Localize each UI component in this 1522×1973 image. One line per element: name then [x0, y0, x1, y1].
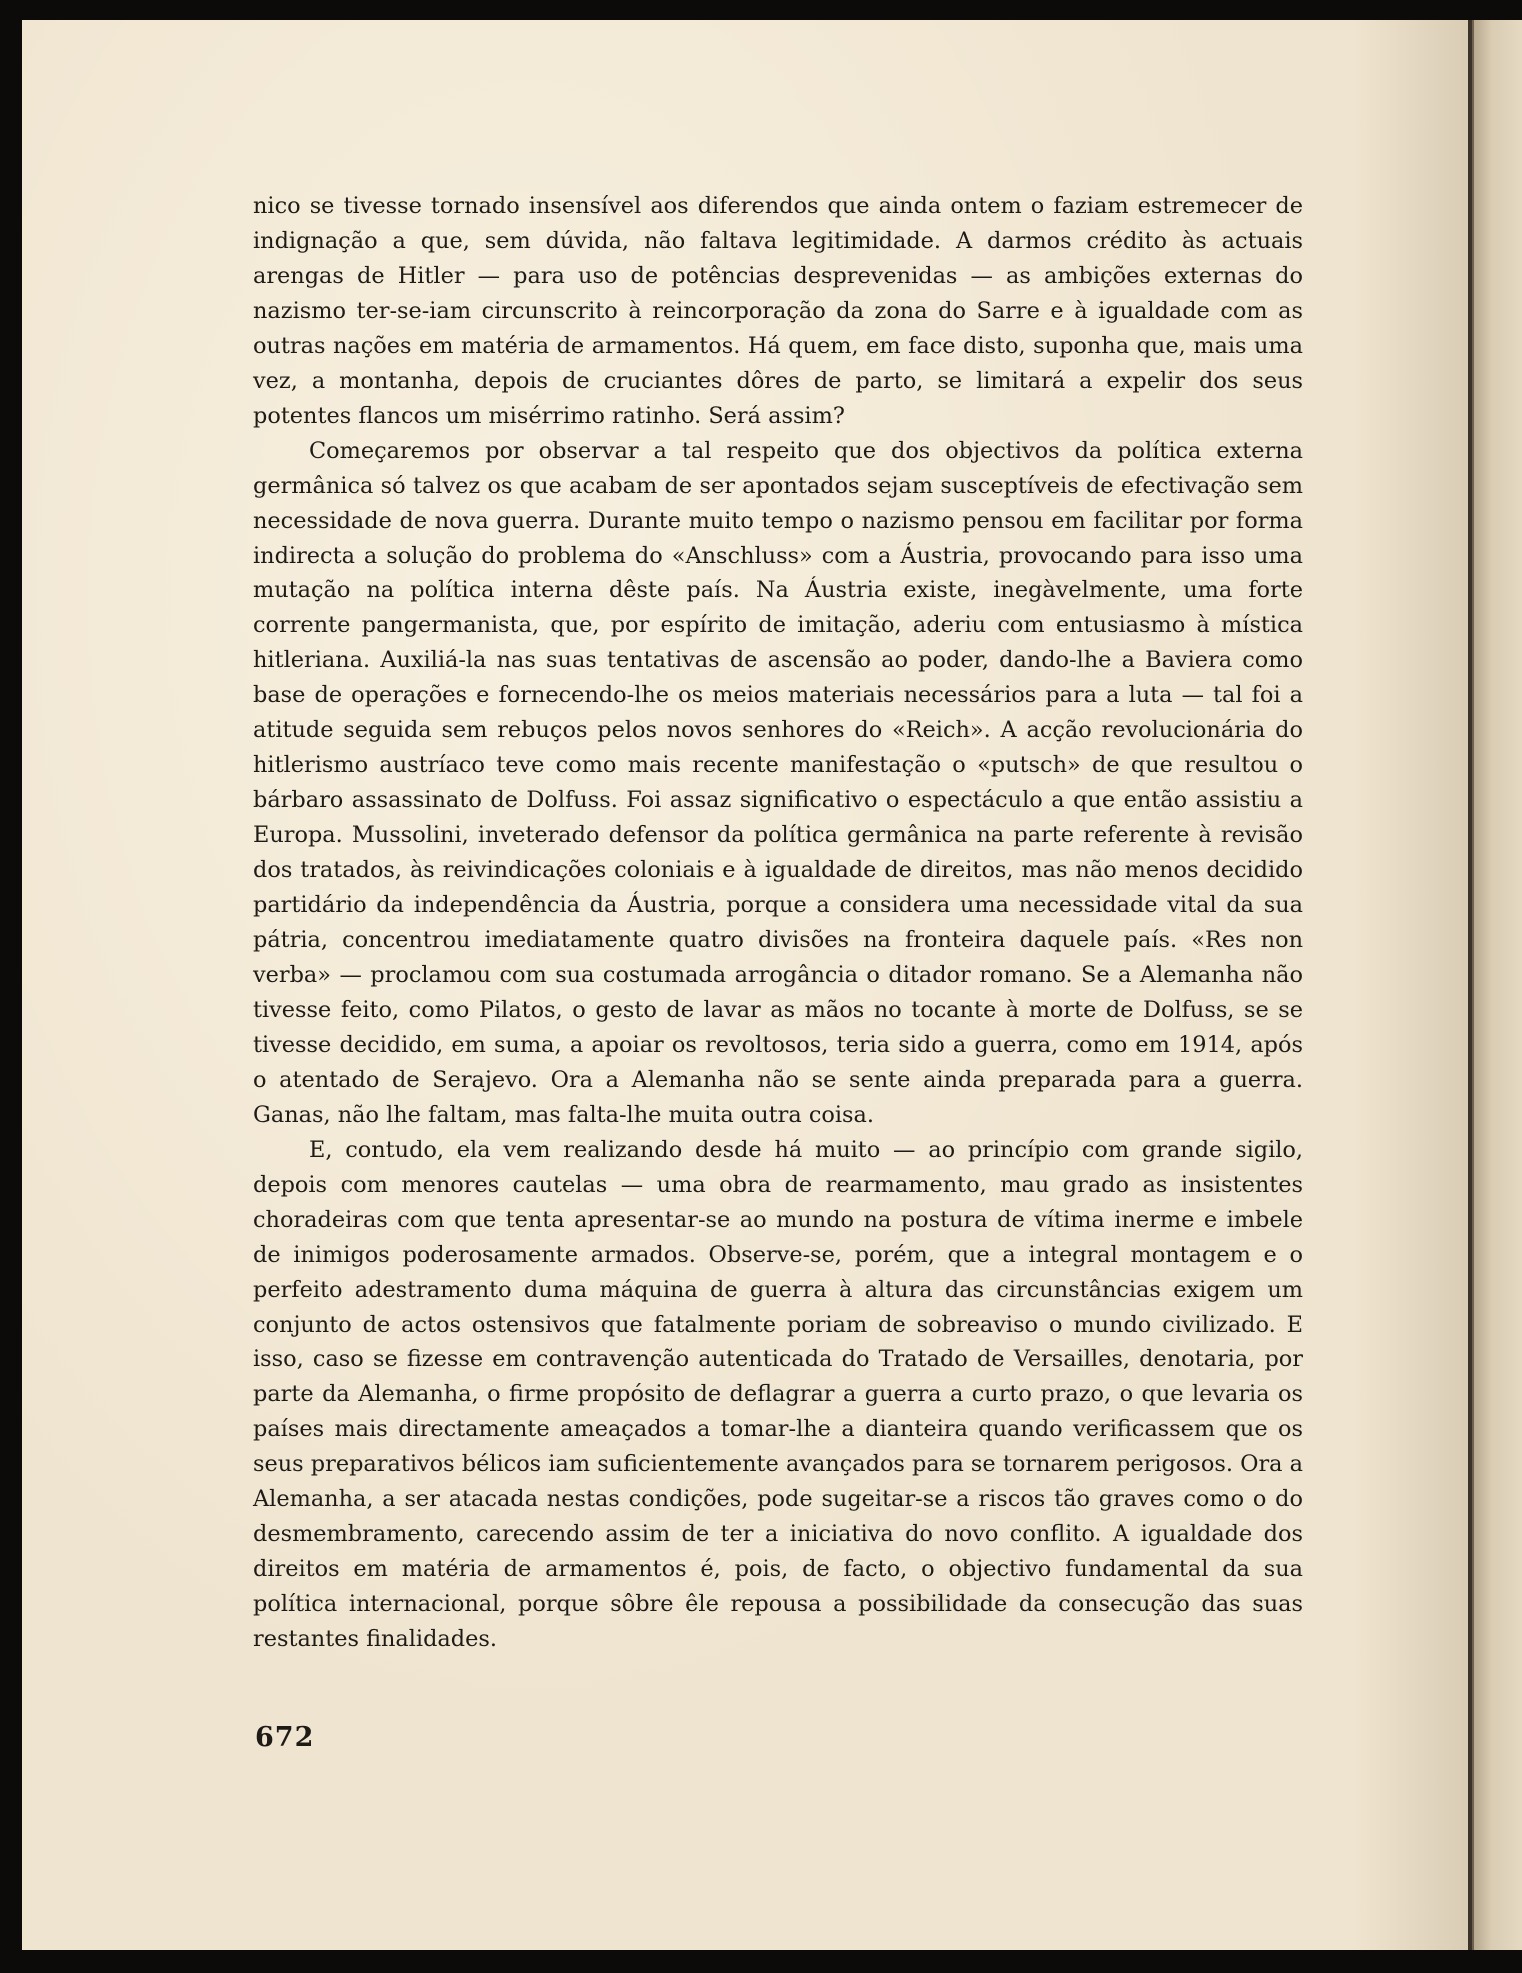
paragraph: Começaremos por observar a tal respeito que dos objectivos da política externa germânica só talvez os que acabam de ser apontados sejam susceptíveis de efectivação sem necessidade de nova guerra. Durante muito tempo o nazismo pensou em facilitar por forma indirecta a solução do problema do «Anschluss» com a Áustria, provocando para isso uma mutação na política interna dêste país. Na Áustria existe, inegàvelmente, uma forte corrente pangermanista, que, por espírito de imitação, aderiu com entusiasmo à mística hitleriana. Auxiliá-la nas suas tentativas de ascensão ao poder, dando-lhe a Baviera como base de operações e fornecendo-lhe os meios materiais necessários para a luta — tal foi a atitude seguida sem rebuços pelos novos senhores do «Reich». A acção revolucionária do hitlerismo austríaco teve como mais recente manifestação o «putsch» de que resultou o bárbaro assassinato de Dolfuss. Foi assaz significativo o espectáculo a que então assistiu a Europa. Mussolini, inveterado defensor da política germânica na parte referente à revisão dos tratados, às reivindicações coloniais e à igualdade de direitos, mas não menos decidido partidário da independência da Áustria, porque a considera uma necessidade vital da sua pátria, concentrou imediatamente quatro divisões na fronteira daquele país. «Res non verba» — proclamou com sua costumada arrogância o ditador romano. Se a Alemanha não tivesse feito, como Pilatos, o gesto de lavar as mãos no tocante à morte de Dolfuss, se se tivesse decidido, em suma, a apoiar os revoltosos, teria sido a guerra, como em 1914, após o atentado de Serajevo. Ora a Alemanha não se sente ainda preparada para a guerra. Ganas, não lhe faltam, mas falta-lhe muita outra coisa. [253, 437, 1303, 1128]
page-number: 672 [255, 1722, 315, 1753]
paragraph-continued: nico se tivesse tornado insensível aos diferendos que ainda ontem o faziam estremecer de indignação a que, sem dúvida, não faltava legitimidade. A darmos crédito às actuais arengas de Hitler — para uso de potências desprevenidas — as ambições externas do nazismo ter-se-iam circunscrito à reincorporação da zona do Sarre e à igualdade com as outras nações em matéria de armamentos. Há quem, em face disto, suponha que, mais uma vez, a montanha, depois de cruciantes dôres de parto, se limitará a expelir dos seus potentes flancos um misérrimo ratinho. Será assim? [253, 193, 1303, 429]
body-text [253, 189, 1303, 1657]
adjacent-page-edge [1472, 20, 1522, 1950]
paragraph: E, contudo, ela vem realizando desde há muito — ao princípio com grande sigilo, depois com menores cautelas — uma obra de rearmamento, mau grado as insistentes choradeiras com que tenta apresentar-se ao mundo na postura de vítima inerme e imbele de inimigos poderosamente armados. Observe-se, porém, que a integral montagem e o perfeito adestramento duma máquina de guerra à altura das circunstâncias exigem um conjunto de actos ostensivos que fatalmente poriam de sobreaviso o mundo civilizado. E isso, caso se fizesse em contravenção autenticada do Tratado de Versailles, denotaria, por parte da Alemanha, o firme propósito de deflagrar a guerra a curto prazo, o que levaria os países mais directamente ameaçados a tomar-lhe a dianteira quando verificassem que os seus preparativos bélicos iam suficientemente avançados para se tornarem perigosos. Ora a Alemanha, a ser atacada nestas condições, pode sugeitar-se a riscos tão graves como o do desmembramento, carecendo assim de ter a iniciativa do novo conflito. A igualdade dos direitos em matéria de armamentos é, pois, de facto, o objectivo fundamental da sua política internacional, porque sôbre êle repousa a possibilidade da consecução das suas restantes finalidades. [253, 1136, 1303, 1653]
